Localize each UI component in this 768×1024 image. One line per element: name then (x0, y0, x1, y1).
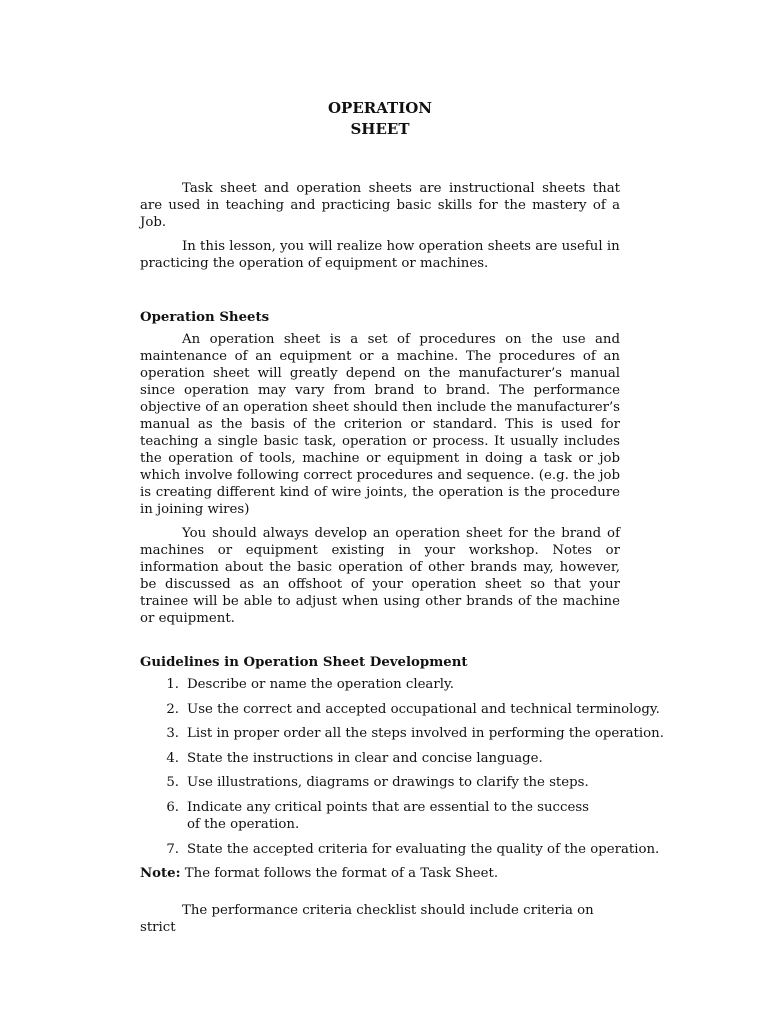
list-item-text: List in proper order all the steps involved in performing the operation. (187, 726, 664, 742)
list-item-number: 7. (166, 841, 179, 857)
list-item (140, 725, 700, 742)
list-item (140, 841, 700, 858)
page-title (0, 98, 760, 140)
list-item-text: State the instructions in clear and concise language. (187, 750, 543, 766)
spacer (140, 279, 620, 309)
note (140, 865, 620, 882)
list-item-number: 5. (166, 775, 179, 791)
section-heading-operation-sheets: Operation Sheets (140, 310, 270, 325)
list-item (140, 799, 600, 833)
list-item (140, 676, 700, 693)
intro-paragraph-2: In this lesson, you will realize how operation sheets are useful in practicing the operation of equipment or machines. (140, 239, 620, 271)
note-label: Note: (140, 866, 181, 882)
list-item-number: 6. (166, 799, 179, 815)
list-item-number: 3. (166, 726, 179, 742)
operation-sheets-paragraph-1: An operation sheet is a set of procedures on the use and maintenance of an equipment or a machine. The procedures of an operation sheet will greatly depend on the manufacturer’s manual since operation may vary from brand to brand. The performance objective of an operation sheet should then include the manufacturer’s manual as the basis of the criterion or standard. This is used for teaching a single basic task, operation or process. It usually includes the operation of tools, machine or equipment in doing a task or job which involve following correct procedures and sequence. (e.g. the job is creating different kind of wire joints, the operation is the procedure in joining wires) (140, 332, 620, 517)
list-item-text: Describe or name the operation clearly. (187, 677, 454, 692)
note-text: The format follows the format of a Task Sheet. (180, 866, 499, 882)
list-item-number: 2. (166, 701, 179, 717)
spacer (140, 882, 620, 902)
spacer (140, 634, 620, 654)
document-body (140, 180, 664, 943)
intro-paragraph-1: Task sheet and operation sheets are instructional sheets that are used in teaching and practicing basic skills for the mastery of a Job. (140, 181, 620, 230)
title-line-1: OPERATION (327, 99, 433, 117)
list-item (140, 750, 700, 767)
list-item-text: State the accepted criteria for evaluating the quality of the operation. (187, 841, 660, 857)
list-item-number: 1. (166, 677, 179, 692)
list-item-text: Use the correct and accepted occupational and technical terminology. (187, 701, 660, 717)
guidelines-list (140, 676, 700, 858)
list-item (140, 701, 700, 718)
list-item-text: Use illustrations, diagrams or drawings to clarify the steps. (187, 775, 589, 791)
closing-paragraph: The performance criteria checklist should include criteria on strict (140, 903, 594, 936)
list-item-text: Indicate any critical points that are essential to the success of the operation. (187, 799, 589, 832)
list-item (140, 774, 700, 791)
title-line-2: SHEET (350, 120, 410, 138)
operation-sheets-paragraph-2: You should always develop an operation sheet for the brand of machines or equipment existing in your workshop. Notes or information about the basic operation of other brands may, however, be discussed as an offshoot of your operation sheet so that your trainee will be able to adjust when using other brands of the machine or equipment. (140, 526, 620, 626)
section-heading-guidelines: Guidelines in Operation Sheet Development (140, 655, 468, 670)
list-item-number: 4. (166, 750, 179, 766)
